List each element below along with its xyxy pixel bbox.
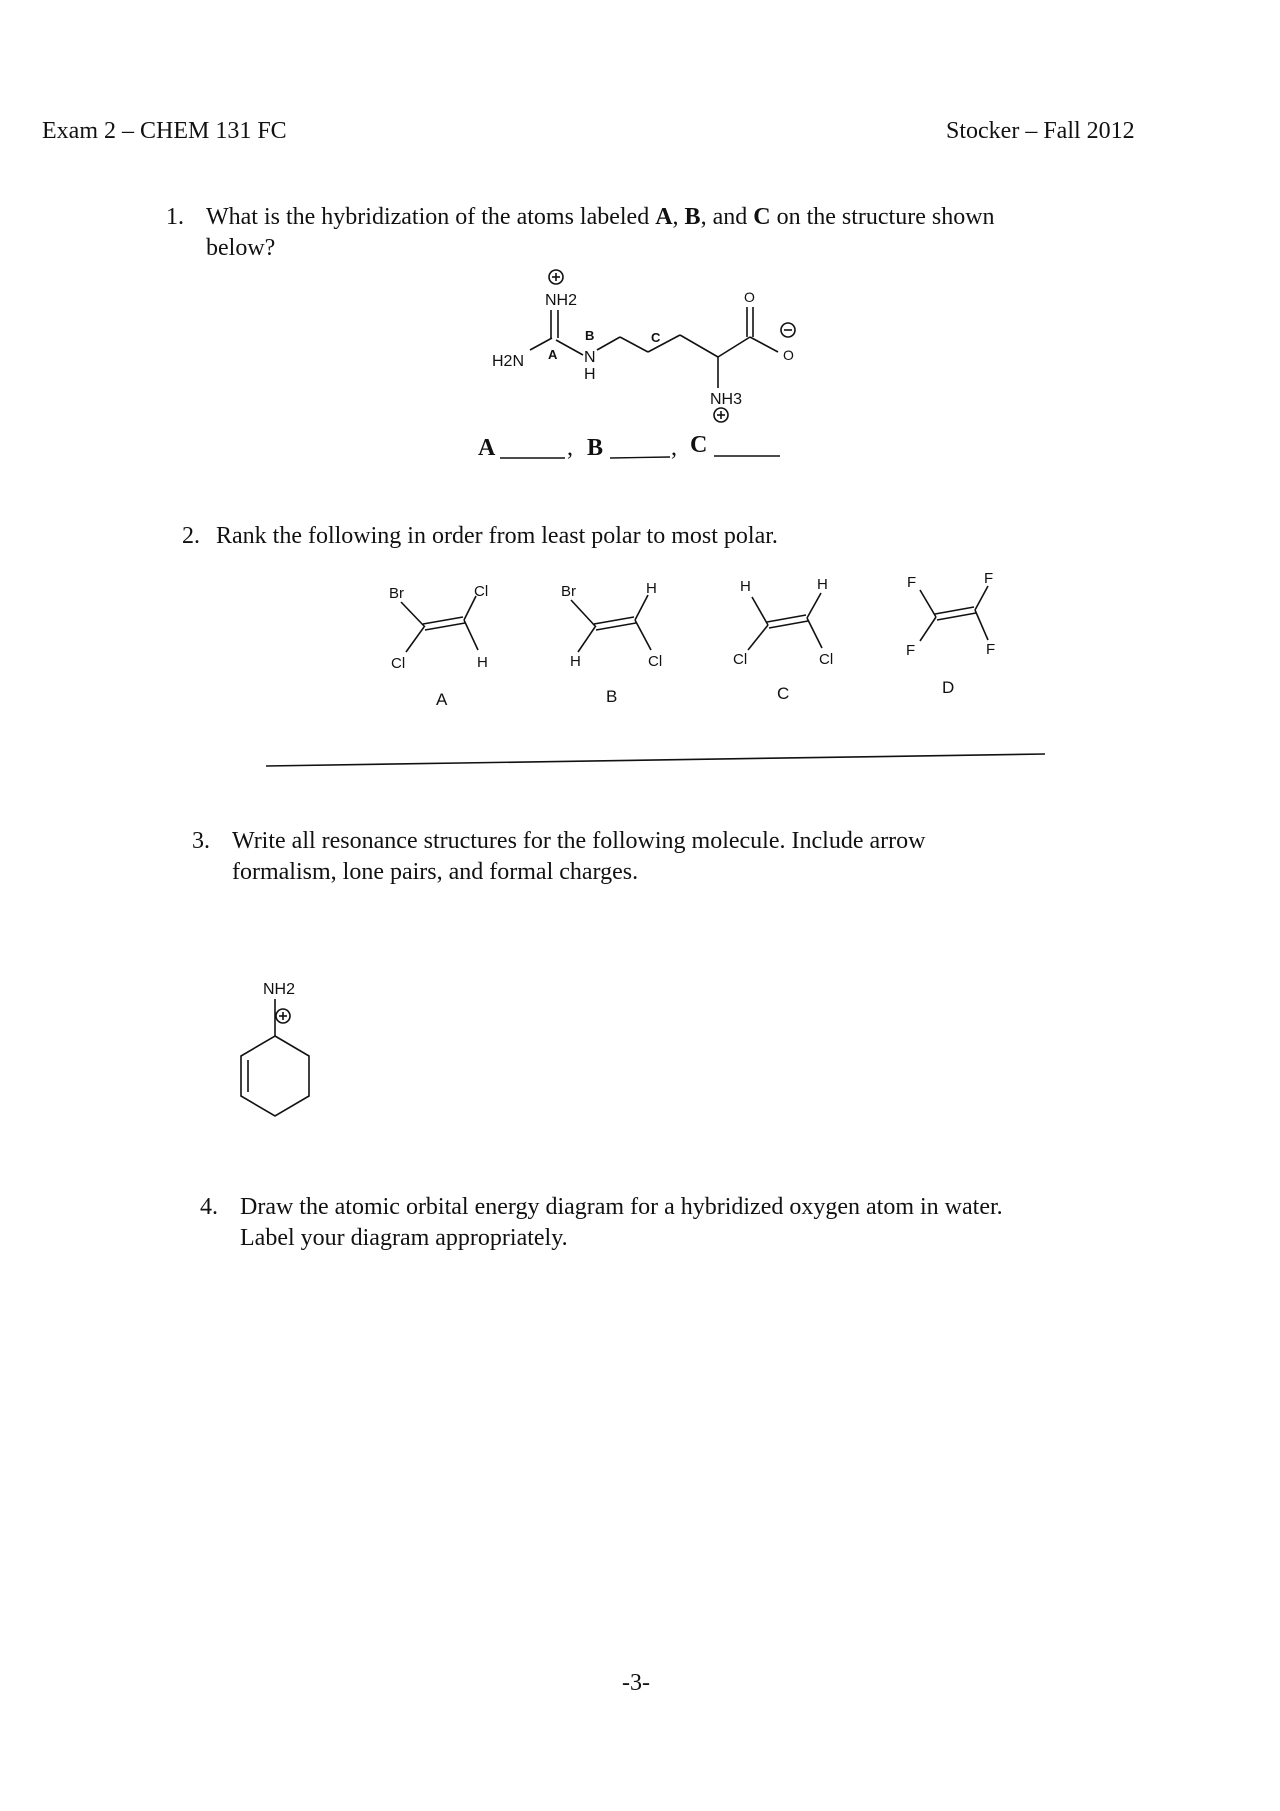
label-h: H [584, 366, 596, 383]
atom-label-c: C [651, 330, 661, 345]
label-nh2-top: NH2 [545, 292, 578, 309]
question-4-line-2: Label your diagram appropriately. [240, 1225, 568, 1251]
mol-d-label: D [942, 678, 955, 697]
question-1-bold-c: C [753, 204, 771, 230]
mol-d-top-left: F [907, 574, 917, 591]
question-1-bold-a: A [655, 204, 673, 230]
mol-a-bottom-right: H [477, 654, 488, 671]
label-nh3: NH3 [710, 391, 743, 408]
header-left: Exam 2 – CHEM 131 FC [42, 118, 287, 144]
mol-a-bottom-left: Cl [391, 655, 406, 672]
answer-label-b: B [587, 435, 604, 461]
label-o-minus: O [783, 347, 794, 363]
mol-d-bottom-right: F [986, 641, 996, 658]
mol-d-bottom-left: F [906, 642, 916, 659]
atom-label-b: B [585, 328, 595, 343]
question-1-text-part3: below? [206, 235, 276, 261]
mol-c-bottom-right: Cl [819, 651, 834, 668]
mol-b-bottom-right: Cl [648, 653, 663, 670]
mol-b-top-left: Br [561, 583, 576, 600]
mol-b-label: B [606, 687, 618, 706]
question-4-number: 4. [200, 1194, 218, 1220]
label-o-top: O [744, 289, 755, 305]
mol-a-label: A [436, 690, 448, 709]
mol-c-label: C [777, 684, 790, 703]
mol-d-top-right: F [984, 570, 994, 587]
page-number: -3- [622, 1670, 650, 1696]
question-4-line-1: Draw the atomic orbital energy diagram for a hybridized oxygen atom in water. [240, 1194, 1003, 1220]
atom-label-a: A [548, 347, 558, 362]
question-2-text: Rank the following in order from least polar to most polar. [216, 523, 778, 549]
question-1-text-part2: on the structure shown [776, 204, 995, 230]
label-h2n: H2N [492, 353, 525, 370]
answer-label-c: C [690, 432, 708, 458]
question-1-sep1: , [672, 204, 679, 230]
question-3-number: 3. [192, 828, 210, 854]
question-3-line-2: formalism, lone pairs, and formal charges. [232, 859, 639, 885]
label-nh2-ring: NH2 [263, 981, 296, 998]
answer-comma-1: , [567, 435, 573, 461]
question-3-line-1: Write all resonance structures for the following molecule. Include arrow [232, 828, 926, 854]
label-n: N [584, 349, 596, 366]
answer-comma-2: , [671, 435, 677, 461]
question-1-text-part1: What is the hybridization of the atoms labeled [206, 204, 650, 230]
mol-b-top-right: H [646, 580, 657, 597]
mol-a-top-left: Br [389, 585, 404, 602]
header-right: Stocker – Fall 2012 [946, 118, 1135, 144]
mol-b-bottom-left: H [570, 653, 581, 670]
question-1-bold-b: B [684, 204, 701, 230]
question-1-sep2: , and [700, 204, 748, 230]
question-2-number: 2. [182, 523, 200, 549]
question-1-number: 1. [166, 204, 184, 230]
mol-c-bottom-left: Cl [733, 651, 748, 668]
mol-a-top-right: Cl [474, 583, 489, 600]
answer-label-a: A [478, 435, 496, 461]
mol-c-top-right: H [817, 576, 828, 593]
mol-c-top-left: H [740, 578, 751, 595]
